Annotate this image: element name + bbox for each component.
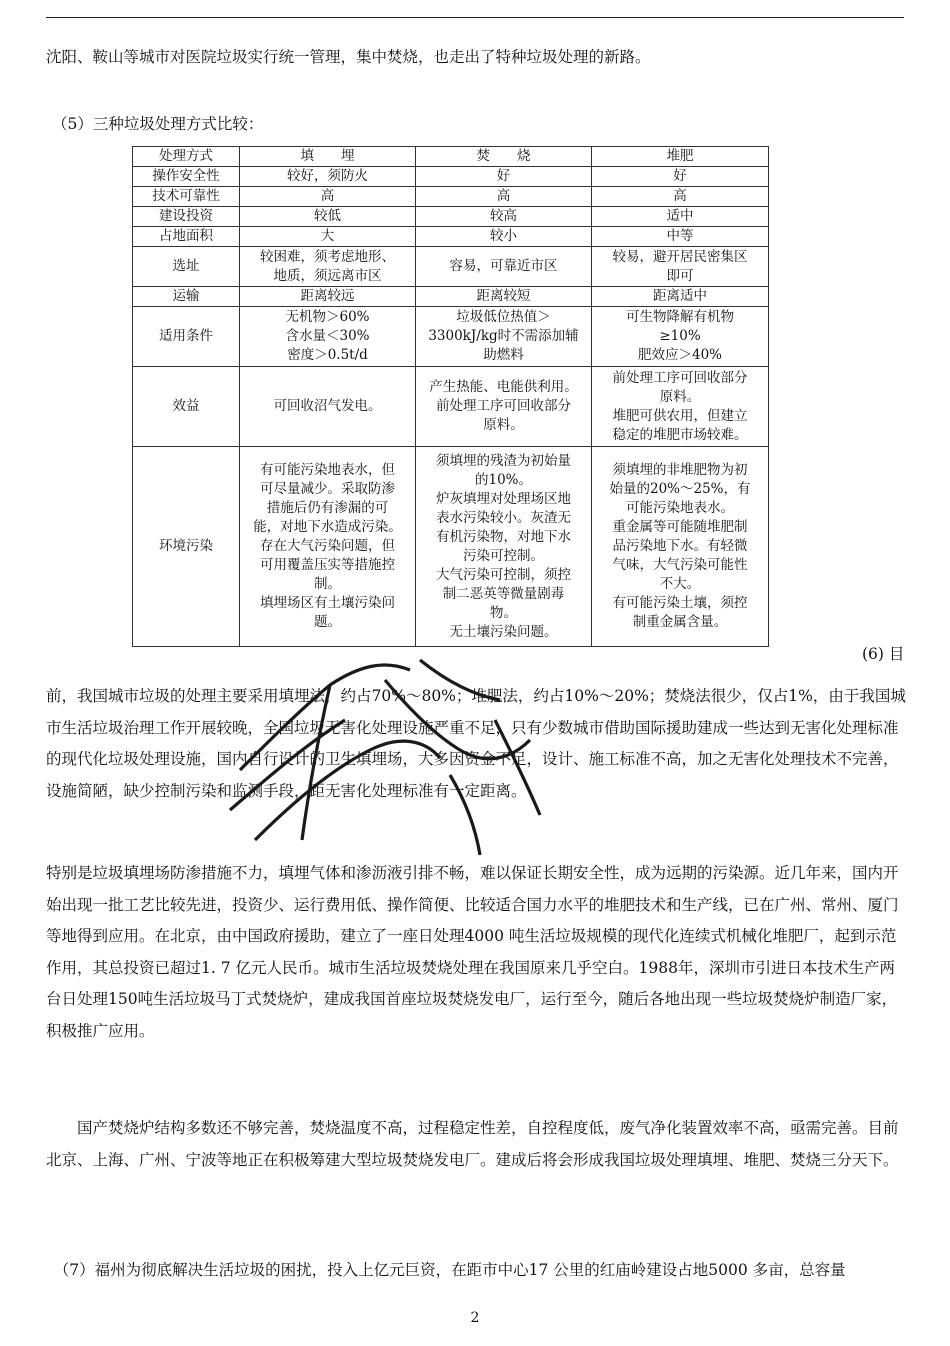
row-label: 操作安全性 (133, 167, 240, 187)
row-label: 选址 (133, 247, 240, 287)
incinerator-paragraph: 国产焚烧炉结构多数还不够完善，焚烧温度不高，过程稳定性差，自控程度低，废气净化装置效率不高，亟需完善。目前北京、上海、广州、宁波等地正在积极筹建大型垃圾焚烧发电厂。建成后将会形成我国垃圾处理填埋、堆肥、焚烧三分天下。 (46, 1119, 899, 1169)
row-label: 占地面积 (133, 227, 240, 247)
cell-incineration: 较小 (416, 227, 592, 247)
cell-compost: 中等 (592, 227, 769, 247)
table-row (133, 167, 769, 187)
table-row (133, 227, 769, 247)
section-6-paragraph: 前，我国城市垃圾的处理主要采用填埋法，约占70%～80%；堆肥法，约占10%～20%；焚烧法很少，仅占1%，由于我国城市生活垃圾治理工作开展较晚，全国垃圾无害化处理设施严重不足，只有少数城市借助国际援助建成一些达到无害化处理标准的现代化垃圾处理设施，国内自行设计的卫生填埋场，大多因资金不足，设计、施工标准不高，加之无害化处理技术不完善，设施简陋，缺少控制污染和监测手段，距无害化处理标准有一定距离。 (46, 687, 906, 800)
cell-landfill: 大 (240, 227, 416, 247)
table-row (133, 287, 769, 307)
header-cell-incineration: 焚 烧 (416, 147, 592, 167)
row-label: 适用条件 (133, 307, 240, 367)
header-cell-landfill: 填 埋 (240, 147, 416, 167)
top-paragraph: 沈阳、鞍山等城市对医院垃圾实行统一管理，集中焚烧，也走出了特种垃圾处理的新路。 (46, 48, 651, 66)
table-row (133, 447, 769, 647)
fuzhou-paragraph: （7）福州为彻底解决生活垃圾的困扰，投入上亿元巨资，在距市中心17 公里的红庙岭建设占地5000 多亩，总容量 (46, 1261, 846, 1279)
cell-landfill: 可回收沼气发电。 (240, 367, 416, 447)
cell-incineration: 须填埋的残渣为初始量 的10%。 炉灰填埋对处理场区地 表水污染较小。灰渣无 有机污染物，对地下水 污染可控制。 大气污染可控制，须控 制二恶英等微量剧毒 物。 无土壤污染问题。 (416, 447, 592, 647)
comparison-table (132, 146, 769, 647)
section-6-label: (6) 目 (862, 645, 905, 663)
cell-compost: 可生物降解有机物 ≥10% 肥效应＞40% (592, 307, 769, 367)
cell-landfill: 较困难，须考虑地形、 地质，须远离市区 (240, 247, 416, 287)
cell-landfill: 较好，须防火 (240, 167, 416, 187)
table-row (133, 367, 769, 447)
cell-landfill: 无机物＞60% 含水量＜30% 密度＞0.5t/d (240, 307, 416, 367)
cell-landfill: 高 (240, 187, 416, 207)
row-label: 运输 (133, 287, 240, 307)
table-header-row (133, 147, 769, 167)
cell-incineration: 距离较短 (416, 287, 592, 307)
table-row (133, 247, 769, 287)
row-label: 环境污染 (133, 447, 240, 647)
cell-incineration: 较高 (416, 207, 592, 227)
page-number: 2 (470, 1310, 480, 1326)
cell-compost: 前处理工序可回收部分 原料。 堆肥可供农用，但建立 稳定的堆肥市场较难。 (592, 367, 769, 447)
section-5-heading: （5）三种垃圾处理方式比较： (52, 115, 264, 133)
cell-landfill: 较低 (240, 207, 416, 227)
cell-compost: 适中 (592, 207, 769, 227)
row-label: 技术可靠性 (133, 187, 240, 207)
cell-compost: 高 (592, 187, 769, 207)
cell-incineration: 垃圾低位热值＞ 3300kJ/kg时不需添加辅 助燃料 (416, 307, 592, 367)
row-label: 建设投资 (133, 207, 240, 227)
cell-incineration: 容易，可靠近市区 (416, 247, 592, 287)
header-cell-compost: 堆肥 (592, 147, 769, 167)
cell-incineration: 好 (416, 167, 592, 187)
table-row (133, 207, 769, 227)
row-label: 效益 (133, 367, 240, 447)
header-cell-method: 处理方式 (133, 147, 240, 167)
cell-landfill: 距离较远 (240, 287, 416, 307)
cell-compost: 距离适中 (592, 287, 769, 307)
cell-incineration: 产生热能、电能供利用。 前处理工序可回收部分 原料。 (416, 367, 592, 447)
cell-incineration: 高 (416, 187, 592, 207)
cell-compost: 较易，避开居民密集区 即可 (592, 247, 769, 287)
table-row (133, 307, 769, 367)
cell-compost: 好 (592, 167, 769, 187)
landfill-paragraph: 特别是垃圾填埋场防渗措施不力，填埋气体和渗沥液引排不畅，难以保证长期安全性，成为远期的污染源。近几年来，国内开始出现一批工艺比较先进，投资少、运行费用低、操作简便、比较适合国力水平的堆肥技术和生产线，已在广州、常州、厦门等地得到应用。在北京，由中国政府援助，建立了一座日处理4000 吨生活垃圾规模的现代化连续式机械化堆肥厂，起到示范作用，其总投资已超过1. 7 亿元人民币。城市生活垃圾焚烧处理在我国原来几乎空白。1988年，深圳市引进日本技术生产两台日处理150吨生活垃圾马丁式焚烧炉，建成我国首座垃圾焚烧发电厂，运行至今，随后各地出现一些垃圾焚烧炉制造厂家，积极推广应用。 (46, 864, 899, 1040)
cell-compost: 须填埋的非堆肥物为初 始量的20%～25%，有 可能污染地表水。 重金属等可能随堆肥制 品污染地下水。有轻微 气味，大气污染可能性 不大。 有可能污染土壤，须控 制重金属含量。 (592, 447, 769, 647)
cell-landfill: 有可能污染地表水，但 可尽量减少。采取防渗 措施后仍有渗漏的可 能，对地下水造成污染。 存在大气污染问题，但 可用覆盖压实等措施控 制。 填埋场区有土壤污染问 题。 (240, 447, 416, 647)
header-rule (46, 17, 904, 18)
table-row (133, 187, 769, 207)
